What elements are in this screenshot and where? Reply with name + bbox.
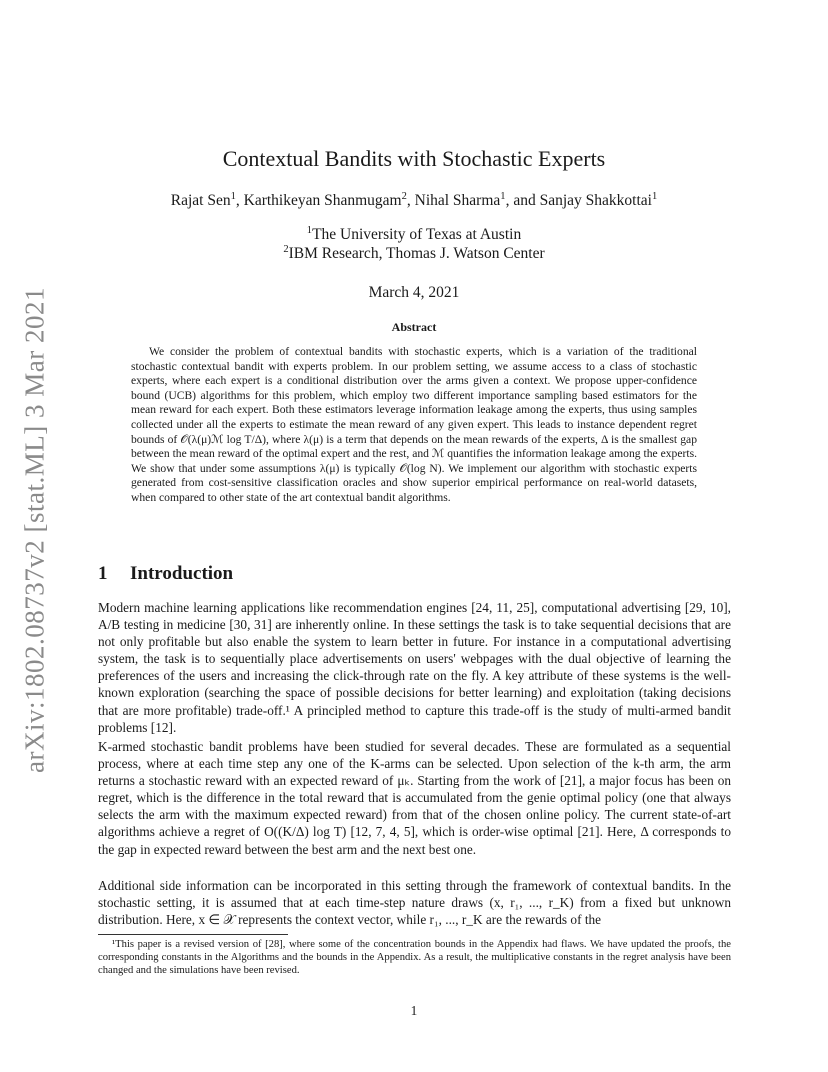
author-affiliation-marker: 1: [500, 190, 506, 202]
body-paragraph: K-armed stochastic bandit problems have been studied for several decades. These are formulated as a sequential process, where at each time step any one of the K-arms can be selected. Upon selection of the k-th arm, the arm returns a stochastic reward with an expected reward of μₖ. Starting from the work of [21], a major focus has been on regret, which is the difference in the total reward that is accumulated from the genie optimal policy (one that always selects the arm with the maximum expected reward) from that of the chosen online policy. The current state-of-art algorithms achieve a regret of O((K/Δ) log T) [12, 7, 4, 5], which is order-wise optimal [21]. Here, Δ corresponds to the gap in expected reward between the best arm and the next best one.: [98, 739, 731, 857]
section-title: Introduction: [130, 563, 234, 584]
author-name: Nihal Sharma: [414, 192, 501, 209]
arxiv-side-stamp: [19, 287, 50, 773]
author-name: Karthikeyan Shanmugam: [243, 192, 402, 209]
page-number: 1: [410, 1003, 418, 1018]
affiliation-line: [0, 226, 828, 244]
author-name: Sanjay Shakkottai: [539, 192, 652, 209]
arxiv-identifier: arXiv:1802.08737v2 [stat.ML] 3 Mar 2021: [19, 287, 50, 773]
body-paragraph: Modern machine learning applications like recommendation engines [24, 11, 25], computational advertising [29, 10], A/B testing in medicine [30, 31] are inherently online. In these settings the task is to take sequential decisions that are not only profitable but also enable the system to learn better in future. For instance in a computational advertising system, the task is to sequentially place advertisements on users' webpages with the dual objective of learning the preferences of the users and increasing the click-through rate on the fly. A key attribute of these systems is the well-known exploration (searching the space of possible decisions for better learning) and exploitation (taking decisions that are more profitable) trade-off.¹ A principled method to capture this trade-off is the study of multi-armed bandit problems [12].: [98, 600, 731, 735]
footnote: ¹This paper is a revised version of [28], where some of the concentration bounds in the Appendix had flaws. We have updated the proofs, the corresponding constants in the Algorithms and the bounds in the Appendix. As a result, the multiplicative constants in the regret analysis have been changed and the simulations have been revised.: [98, 939, 731, 977]
affiliation-line: [0, 245, 828, 263]
abstract-heading: Abstract: [391, 320, 437, 334]
body-paragraph: Additional side information can be incorporated in this setting through the framework of contextual bandits. In the stochastic setting, it is assumed that at each time-step nature draws (x, r₁, ..., r_K) from a fixed but unknown distribution. Here, x ∈ 𝒳 represents the context vector, while r₁, ..., r_K are the rewards of the: [98, 878, 731, 928]
author-list: Rajat Sen$^1$, Karthikeyan Shanmugam$^2$, Nihal Sharma$^1$, and Sanjay Shakkottai$^1$: [170, 190, 658, 209]
affiliation-marker: 2: [283, 243, 289, 255]
affiliation-marker: 1: [306, 224, 313, 236]
footnote-rule: [98, 934, 288, 935]
publication-date: March 4, 2021: [368, 284, 460, 301]
author-affiliation-marker: 2: [401, 190, 407, 202]
abstract-body: We consider the problem of contextual bandits with stochastic experts, which is a variation of the traditional stochastic contextual bandit with experts problem. In our problem setting, we assume access to a class of stochastic experts, where each expert is a conditional distribution over the arms given a context. We propose upper-confidence bound (UCB) algorithms for this problem, which employ two different importance sampling based estimators for the mean reward for each expert. Both these estimators leverage information leakage among the experts, thus using samples collected under all the experts to estimate the mean reward of any given expert. This leads to instance dependent regret bounds of 𝒪(λ(μ)ℳ log T/Δ), where λ(μ) is a term that depends on the mean rewards of the experts, Δ is the smallest gap between the mean reward of the optimal expert and the rest, and ℳ quantifies the information leakage among the experts. We show that under some assumptions λ(μ) is typically 𝒪(log N). We implement our algorithm with stochastic experts generated from cost-sensitive classification oracles and show superior empirical performance on real-world datasets, when compared to other state of the art contextual bandit algorithms.: [131, 345, 697, 504]
affiliation-text: The University of Texas at Austin: [312, 226, 522, 243]
author-affiliation-marker: 1: [230, 190, 236, 202]
author-name: Rajat Sen: [170, 192, 231, 209]
affiliation-text: IBM Research, Thomas J. Watson Center: [288, 245, 545, 262]
paper-title: Contextual Bandits with Stochastic Experts: [222, 146, 606, 171]
section-heading: [98, 563, 233, 585]
section-number: 1: [98, 563, 108, 584]
author-affiliation-marker: 1: [651, 190, 658, 202]
